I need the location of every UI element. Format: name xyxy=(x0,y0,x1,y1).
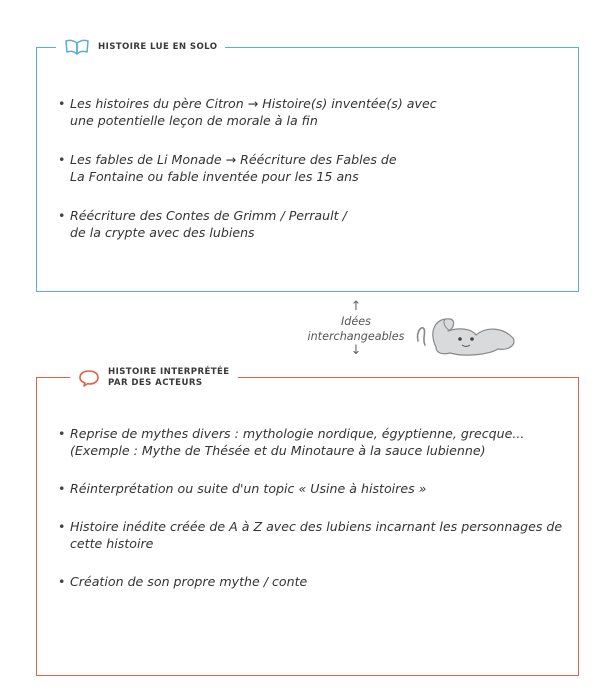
up-arrow-icon: ↑ xyxy=(350,299,362,314)
actors-story-list xyxy=(58,425,568,611)
actors-story-legend xyxy=(70,363,238,393)
speech-bubble-icon xyxy=(78,369,100,387)
list-item xyxy=(58,207,568,241)
list-item-line: Les histoires du père Citron → Histoire(s) inventée(s) avec xyxy=(70,96,437,111)
title-line: PAR DES ACTEURS xyxy=(108,378,203,388)
list-item xyxy=(58,151,568,185)
open-book-icon xyxy=(64,38,90,56)
list-item: • Création de son propre mythe / conte xyxy=(58,573,568,590)
list-item xyxy=(58,95,568,129)
down-arrow-icon: ↓ xyxy=(350,343,362,358)
solo-story-legend xyxy=(56,36,225,58)
note-line: interchangeables xyxy=(307,330,405,343)
list-item-line: Les fables de Li Monade → Réécriture des Fables de xyxy=(70,152,397,167)
list-item-line: Réécriture des Contes de Grimm / Perrault / xyxy=(70,208,347,223)
list-item: • Reprise de mythes divers : mythologie nordique, égyptienne, grecque... (Exemple : Mythe de Thésée et du Minotaure à la sauce lubienne) xyxy=(58,425,568,459)
lubien-sketch-icon xyxy=(414,311,524,367)
list-item-line: une potentielle leçon de morale à la fin xyxy=(70,113,318,128)
title-line: HISTOIRE INTERPRÉTÉE xyxy=(108,367,230,377)
note-line: Idées xyxy=(341,315,371,328)
solo-story-title: HISTOIRE LUE EN SOLO xyxy=(98,42,218,52)
interchangeable-ideas-note xyxy=(286,300,426,358)
list-item: • Histoire inédite créée de A à Z avec des lubiens incarnant les personnages de cette histoire xyxy=(58,518,568,552)
list-item-line: de la crypte avec des lubiens xyxy=(70,225,255,240)
list-item-line: La Fontaine ou fable inventée pour les 15 ans xyxy=(70,169,359,184)
list-item: • Réinterprétation ou suite d'un topic « Usine à histoires » xyxy=(58,480,568,497)
solo-story-list xyxy=(58,95,568,263)
actors-story-title xyxy=(108,367,230,389)
